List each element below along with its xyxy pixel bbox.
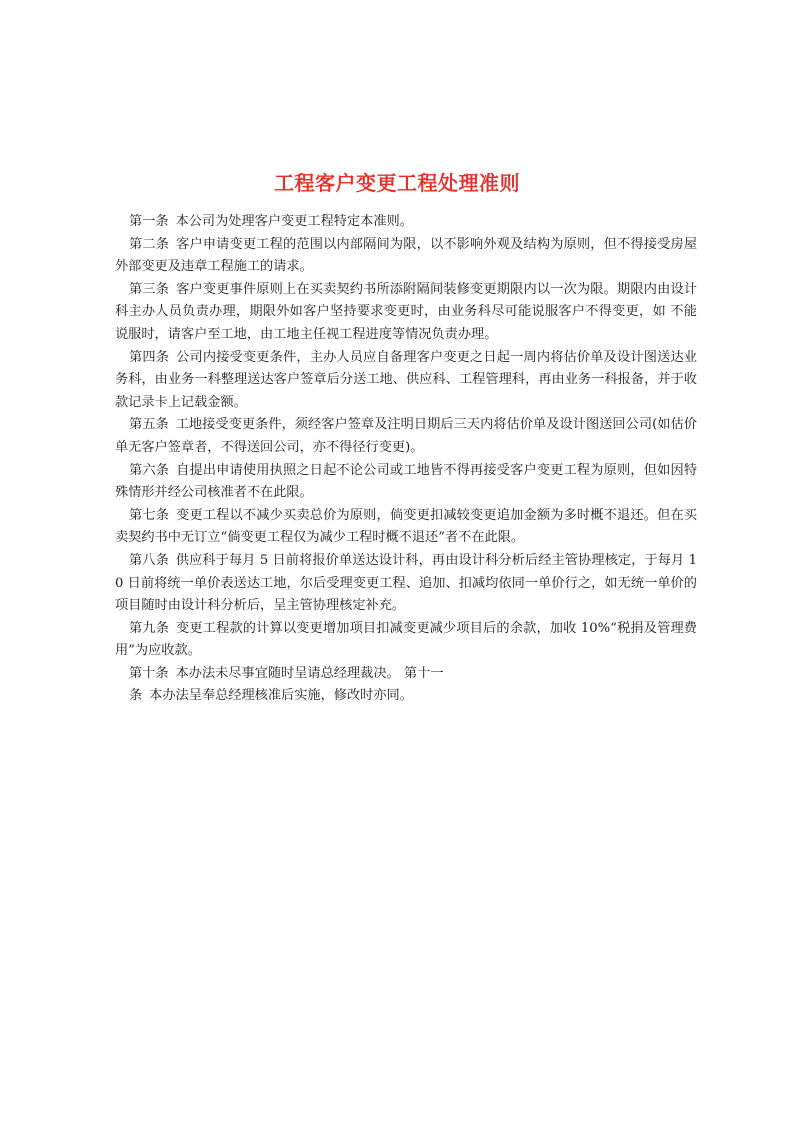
document-body xyxy=(115,211,697,708)
article-7 xyxy=(115,505,697,550)
article-number: 第十条 xyxy=(129,665,169,681)
article-number: 第二条 xyxy=(129,236,170,252)
article-text: 本办法呈奉总经理核准后实施，修改时亦同。 xyxy=(149,688,413,704)
article-text: 本公司为处理客户变更工程特定本准则。 xyxy=(175,214,413,229)
article-8 xyxy=(115,550,697,618)
article-6 xyxy=(115,460,697,505)
article-4 xyxy=(115,347,697,415)
article-text: 工地接受变更条件，须经客户签章及注明日期后三天内将估价单及设计图送回公司(如估价单无客户签章者，不得送回公司，亦不得径行变更)。 xyxy=(115,417,697,455)
article-number: 第三条 xyxy=(129,281,170,297)
article-text: 变更工程款的计算以变更增加项目扣减变更减少项目后的余款，加收 10%“税捐及管理费用”为应收款。 xyxy=(115,620,697,659)
article-text: 变更工程以不减少买卖总价为原则，倘变更扣减较变更追加金额为多时概不退还。但在买卖契约书中无订立“倘变更工程仅为减少工程时概不退还”者不在此限。 xyxy=(115,507,698,546)
article-10 xyxy=(115,663,697,686)
article-text: 客户变更事件原则上在买卖契约书所添附隔间装修变更期限内以一次为限。期限内由设计科主办人员负责办理，期限外如客户坚持要求变更时，由业务科尽可能说服客户不得变更，如 不能说服时，请客户至工地，由工地主任视工程进度等情况负责办理。 xyxy=(115,281,698,342)
article-number: 第九条 xyxy=(129,620,170,636)
article-number: 第八条 xyxy=(129,552,169,568)
article-text: 本办法未尽事宜随时呈请总经理裁决。 第十一 xyxy=(175,665,444,681)
article-text: 客户申请变更工程的范围以内部隔间为限，以不影响外观及结构为原则，但不得接受房屋外部变更及违章工程施工的请求。 xyxy=(115,236,698,275)
article-11 xyxy=(115,685,697,708)
article-1 xyxy=(115,211,697,234)
document-title: 工程客户变更工程处理准则 xyxy=(274,171,520,195)
article-3 xyxy=(115,279,697,347)
article-text: 供应科于每月 5 日前将报价单送达设计科，再由设计科分析后经主管协理核定，于每月 10 日前将统一单价表送达工地，尔后受理变更工程、追加、扣减均依同一单价行之，如无统一单价的项目随时由设计科分析后，呈主管协理核定补充。 xyxy=(115,552,698,614)
article-text: 自提出申请使用执照之日起不论公司或工地皆不得再接受客户变更工程为原则，但如因特殊情形并经公司核准者不在此限。 xyxy=(115,462,698,501)
article-text: 公司内接受变更条件，主办人员应自备理客户变更之日起一周内将估价单及设计图送达业务科，由业务一科整理送达客户签章后分送工地、供应科、工程管理科，再由业务一科报备，并于收款记录卡上记载金额。 xyxy=(115,349,698,410)
article-5 xyxy=(115,414,697,459)
article-9 xyxy=(115,618,697,663)
article-number: 第六条 xyxy=(129,462,170,478)
article-number: 第五条 xyxy=(129,417,169,433)
article-number: 条 xyxy=(129,688,143,704)
article-2 xyxy=(115,234,697,279)
article-number: 第一条 xyxy=(129,214,169,229)
article-number: 第七条 xyxy=(129,507,170,523)
article-number: 第四条 xyxy=(129,349,170,365)
